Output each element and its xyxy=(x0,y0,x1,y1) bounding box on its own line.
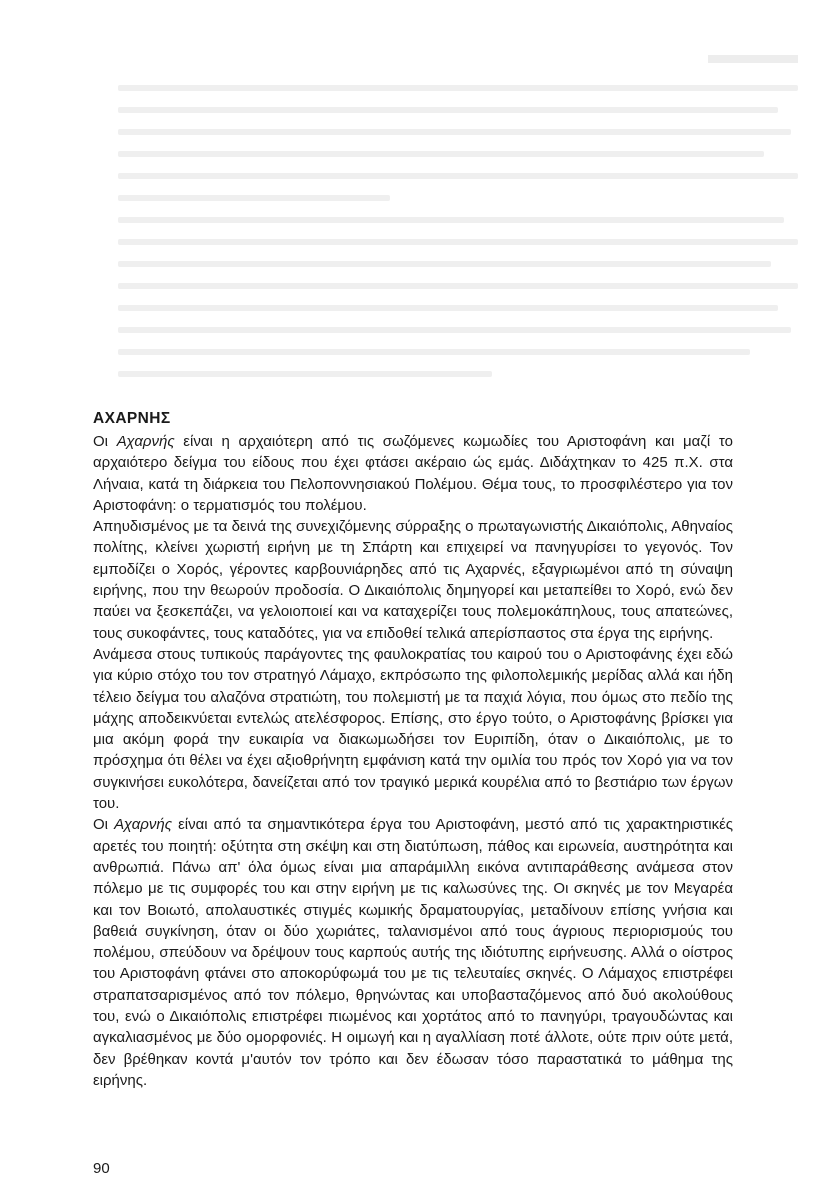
paragraph-2-text: Απηυδισμένος με τα δεινά της συνεχιζόμενης σύρραξης ο πρωταγωνιστής Δικαιόπολις, Αθηναίος πολίτης, κλείνει χωριστή ειρήνη με τη Σπάρτη και επιχειρεί να πανηγυρίσει το γεγονός. Τον εμποδίζει ο Χορός, γέροντες καρβουνιάρηδες από τις Αχαρνές, εξαγριωμένοι από τη σύναψη ειρήνης, που την θεωρούν προδοσία. Ο Δικαιόπολις δημηγορεί και μεταπείθει το Χορό, ενώ δεν παύει να ξεσκεπάζει, να γελοιοποιεί και να καταχερίζει τους πολεμοκάπηλους, τους απατεώνες, τους συκοφάντες, τους καταδότες, για να επιδοθεί τελικά απερίσπαστος στα έργα της ειρήνης. xyxy=(93,518,733,642)
paragraph-4-lead: Οι xyxy=(93,816,115,834)
paragraph-1 xyxy=(93,431,733,516)
paragraph-3 xyxy=(93,644,733,814)
article-akharnis xyxy=(93,409,733,1091)
paragraph-1-text: είναι η αρχαιότερη από τις σωζόμενες κωμωδίες του Αριστοφάνη και μαζί το αρχαιότερο δείγμα του είδους που έχει φτάσει ακέραιο ώς εμάς. Διδάχτηκαν το 425 π.Χ. στα Λήναια, κατά τη διάρκεια του Πελοποννησιακού Πολέμου. Θέμα τους, το προσφιλέστερο για τον Αριστοφάνη: ο τερματισμός του πολέμου. xyxy=(93,433,733,514)
page-number: 90 xyxy=(93,1160,110,1177)
paragraph-1-play-title: Αχαρνής xyxy=(116,433,175,450)
article-heading: ΑΧΑΡΝΗΣ xyxy=(93,410,171,427)
paragraph-4 xyxy=(93,814,733,1091)
paragraph-3-text: Ανάμεσα στους τυπικούς παράγοντες της φαυλοκρατίας του καιρού του ο Αριστοφάνης έχει εδώ για κύριο στόχο του τον στρατηγό Λάμαχο, εκπρόσωπο της φιλοπολεμικής μερίδας αλλά και ήδη τέλειο δείγμα του αλαζόνα στρατιώτη, του πολεμιστή με τα παχιά λόγια, που όμως στο πεδίο της μάχης αποδεικνύεται εντελώς ατελέσφορος. Επίσης, στο έργο τούτο, ο Αριστοφάνης βρίσκει για μια ακόμη φορά την ευκαιρία να διακωμωδήσει τον Ευριπίδη, όταν ο Δικαιόπολις, με το πρόσχημα ότι θέλει να έχει αξιοθρήνητη εμφάνιση κατά την ομιλία του πρός τον Χορό για να τον συγκινήσει ευκολότερα, δανείζεται από τον τραγικό μερικά κουρέλια από το βεστιάριο των έργων του. xyxy=(93,645,733,813)
paragraph-4-text: είναι από τα σημαντικότερα έργα του Αριστοφάνη, μεστό από τις χαρακτηριστικές αρετές του ποιητή: οξύτητα στη σκέψη και στη διατύπωση, πάθος και ειρωνεία, αυστηρότητα και ανθρωπιά. Πάνω απ' όλα όμως είναι μια απαράμιλλη εικόνα αντιπαράθεσης ανάμεσα στον πόλεμο με τις συμφορές του και στην ειρήνη με τις καλωσύνες της. Οι σκηνές με τον Μεγαρέα και τον Βοιωτό, απολαυστικές στιγμές κωμικής δραματουργίας, μεταδίνουν επίσης γνήσια και βαθειά συγκίνηση, όταν οι δύο χωριάτες, ταλανισμένοι από τους άγριους περιορισμούς του πολέμου, σπεύδουν να δρέψουν τους καρπούς αυτής της ιδιότυπης ειρήνευσης. Αλλά ο οίστρος του Αριστοφάνη φτάνει στο αποκορύφωμά του με τις τελευταίες σκηνές. Ο Λάμαχος επιστρέφει στραπατσαρισμένος από τον πόλεμο, θρηνώντας και υποβασταζόμενος από δυό ακολούθους του, ενώ ο Δικαιόπολις επιστρέφει πιωμένος και χορτάτος από το πανηγύρι, τραγουδώντας και αγκαλιασμένος με δύο ομορφονιές. Η οιμωγή και η αγαλλίαση ποτέ άλλοτε, ούτε πριν ούτε μετά, δεν βρέθηκαν κοντά μ'αυτόν τον τρόπο και δεν έδωσαν τόσο παραστατικά το μάθημα της ειρήνης. xyxy=(93,816,733,1089)
show-through-text xyxy=(118,55,798,405)
paragraph-4-play-title: Αχαρνής xyxy=(114,816,173,834)
paragraph-2 xyxy=(93,516,733,644)
paragraph-1-lead: Οι xyxy=(93,433,117,450)
